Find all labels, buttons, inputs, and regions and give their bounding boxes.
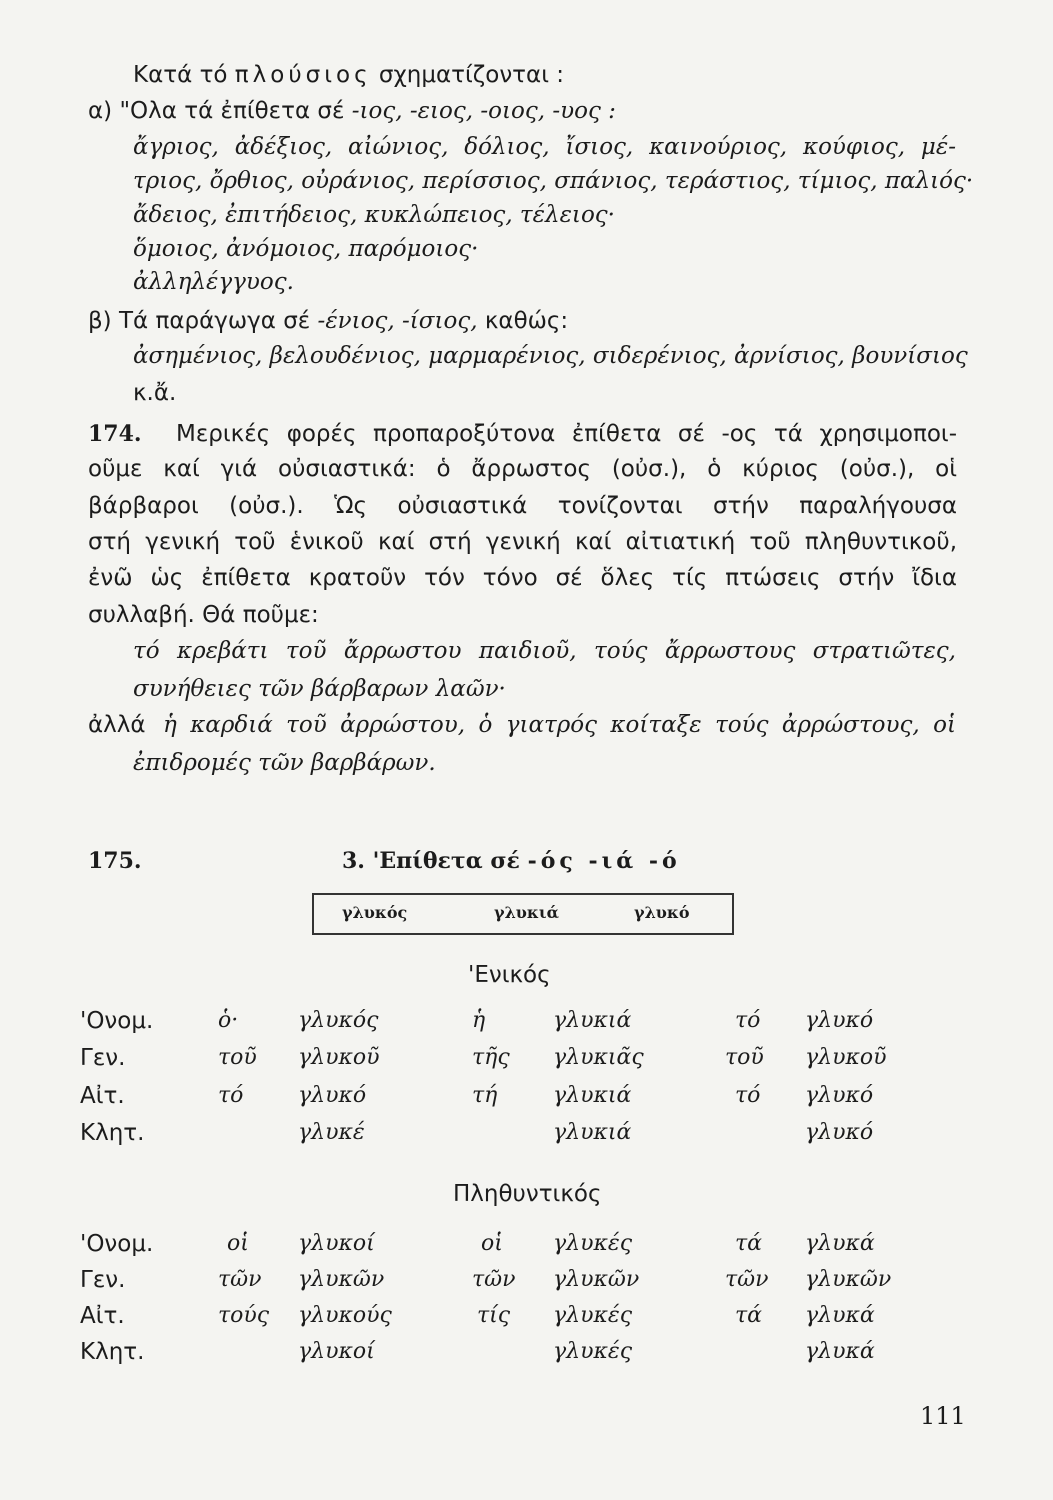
- intro-suffix: σχηματίζονται :: [378, 62, 565, 88]
- article-fem: τή: [472, 1083, 498, 1108]
- form-masc: γλυκοί: [298, 1339, 375, 1364]
- form-masc: γλυκό: [298, 1083, 367, 1108]
- case-label: Γεν.: [80, 1045, 126, 1071]
- article-neut: τό: [735, 1008, 761, 1033]
- section-174-line: συλλαβή. Θά ποῦμε:: [88, 602, 319, 628]
- form-masc: γλυκῶν: [298, 1267, 385, 1292]
- article-fem: οἱ: [481, 1231, 503, 1256]
- box-masculine: γλυκός: [342, 903, 408, 922]
- beta-text: Τά παράγωγα σέ: [118, 308, 311, 334]
- alpha-text: "Ολα τά ἐπίθετα σέ: [119, 98, 345, 124]
- example-line: τό κρεβάτι τοῦ ἄρρωστου παιδιοῦ, τούς ἄρρωστους στρατιῶτες,: [133, 638, 956, 664]
- example-prefix: ἀλλά: [88, 712, 146, 738]
- article-masc: τούς: [218, 1303, 270, 1328]
- article-neut: τά: [735, 1303, 763, 1328]
- article-fem: τίς: [477, 1303, 511, 1328]
- example-line: ἡ καρδιά τοῦ ἀρρώστου, ὁ γιατρός κοίταξε τούς ἀρρώστους, οἱ: [163, 712, 956, 738]
- form-neut: γλυκά: [805, 1303, 875, 1328]
- section-175-title-endings: -ός -ιά -ό: [527, 848, 681, 874]
- singular-title: 'Ενικός: [468, 962, 551, 988]
- article-masc: τοῦ: [218, 1045, 257, 1070]
- form-fem: γλυκιά: [553, 1120, 632, 1145]
- form-fem: γλυκές: [553, 1303, 633, 1328]
- form-neut: γλυκά: [805, 1231, 875, 1256]
- article-fem: τῶν: [472, 1267, 516, 1292]
- paradigm-box: [312, 893, 734, 935]
- section-174-line: βάρβαροι (οὐσ.). Ὡς οὐσιαστικά τονίζονται στήν παραλήγουσα: [88, 493, 957, 519]
- alpha-list-line: ἄγριος, ἀδέξιος, αἰώνιος, δόλιος, ἴσιος, καινούριος, κούφιος, μέ-: [133, 134, 956, 160]
- form-neut: γλυκά: [805, 1339, 875, 1364]
- form-masc: γλυκούς: [298, 1303, 392, 1328]
- article-neut: τῶν: [725, 1267, 769, 1292]
- case-label: Κλητ.: [80, 1339, 145, 1365]
- alpha-marker: α): [88, 98, 113, 124]
- section-174-line: ἐνῶ ὡς ἐπίθετα κρατοῦν τόν τόνο σέ ὅλες τίς πτώσεις στήν ἴδια: [88, 565, 957, 591]
- section-175-title-prefix: 3. 'Επίθετα σέ: [342, 848, 520, 874]
- section-174-line: οῦμε καί γιά οὐσιαστικά: ὁ ἄρρωστος (οὐσ.), ὁ κύριος (οὐσ.), οἱ: [88, 456, 957, 482]
- article-fem: ἡ: [472, 1008, 486, 1033]
- intro-word: πλούσιος: [234, 62, 372, 88]
- case-label: Αἰτ.: [80, 1083, 125, 1109]
- plural-title: Πληθυντικός: [453, 1181, 602, 1207]
- case-label: 'Ονομ.: [80, 1008, 154, 1034]
- form-neut: γλυκῶν: [805, 1267, 892, 1292]
- form-masc: γλυκοί: [298, 1231, 375, 1256]
- article-neut: τό: [735, 1083, 761, 1108]
- alpha-list-line: ἄδειος, ἐπιτήδειος, κυκλώπειος, τέλειος·: [133, 202, 615, 228]
- example-line: συνήθειες τῶν βάρβαρων λαῶν·: [133, 676, 506, 702]
- article-neut: τοῦ: [725, 1045, 764, 1070]
- section-174-line: Μερικές φορές προπαροξύτονα ἐπίθετα σέ -ος τά χρησιμοποι-: [176, 421, 957, 447]
- case-label: 'Ονομ.: [80, 1231, 154, 1257]
- form-fem: γλυκιά: [553, 1008, 632, 1033]
- form-fem: γλυκιά: [553, 1083, 632, 1108]
- beta-list-line: ἀσημένιος, βελουδένιος, μαρμαρένιος, σιδερένιος, ἀρνίσιος, βουνίσιος: [133, 343, 968, 369]
- intro-line: [133, 60, 564, 90]
- form-fem: γλυκιᾶς: [553, 1045, 644, 1070]
- box-feminine: γλυκιά: [494, 903, 559, 922]
- case-label: Κλητ.: [80, 1120, 145, 1146]
- form-neut: γλυκό: [805, 1120, 874, 1145]
- article-masc: ὁ·: [218, 1008, 239, 1033]
- alpha-endings: -ιος, -ειος, -οιος, -υος :: [351, 98, 616, 124]
- form-masc: γλυκοῦ: [298, 1045, 380, 1070]
- article-masc: οἱ: [227, 1231, 249, 1256]
- alpha-heading: [88, 96, 616, 126]
- form-masc: γλυκός: [298, 1008, 379, 1033]
- case-label: Αἰτ.: [80, 1303, 125, 1329]
- form-fem: γλυκῶν: [553, 1267, 640, 1292]
- example-line: ἐπιδρομές τῶν βαρβάρων.: [133, 750, 436, 776]
- section-175-number: 175.: [88, 848, 142, 874]
- article-fem: τῆς: [472, 1045, 510, 1070]
- form-neut: γλυκό: [805, 1083, 874, 1108]
- article-masc: τῶν: [218, 1267, 262, 1292]
- article-masc: τό: [218, 1083, 244, 1108]
- intro-prefix: Κατά τό: [133, 62, 228, 88]
- box-neuter: γλυκό: [634, 903, 690, 922]
- beta-heading: [88, 306, 568, 336]
- article-neut: τά: [735, 1231, 763, 1256]
- form-neut: γλυκό: [805, 1008, 874, 1033]
- beta-marker: β): [88, 308, 112, 334]
- case-label: Γεν.: [80, 1267, 126, 1293]
- form-fem: γλυκές: [553, 1231, 633, 1256]
- section-175-title: [342, 848, 681, 874]
- beta-endings: -ένιος, -ίσιος,: [317, 308, 478, 334]
- page-number: 111: [920, 1402, 966, 1430]
- section-174-number: 174.: [88, 421, 142, 447]
- alpha-list-line: τριος, ὄρθιος, οὐράνιος, περίσσιος, σπάνιος, τεράστιος, τίμιος, παλιός·: [133, 168, 974, 194]
- section-174-first-line: [88, 419, 957, 449]
- alpha-list-line: ὅμοιος, ἀνόμοιος, παρόμοιος·: [133, 236, 479, 262]
- beta-etc: κ.ἄ.: [133, 380, 177, 406]
- form-fem: γλυκές: [553, 1339, 633, 1364]
- form-masc: γλυκέ: [298, 1120, 365, 1145]
- beta-text-after: καθώς:: [484, 308, 569, 334]
- alpha-list-line: ἀλληλέγγυος.: [133, 269, 294, 295]
- section-174-line: στή γενική τοῦ ἑνικοῦ καί στή γενική καί αἰτιατική τοῦ πληθυντικοῦ,: [88, 529, 957, 555]
- form-neut: γλυκοῦ: [805, 1045, 887, 1070]
